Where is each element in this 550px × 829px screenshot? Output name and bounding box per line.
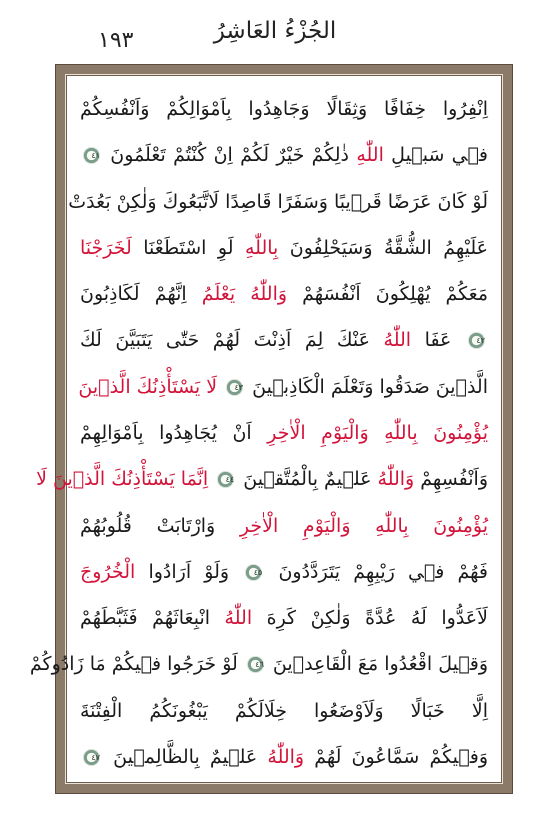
divine-name-text: وَاللّٰهُ يَعْلَمُ [201, 283, 288, 306]
verse-line [80, 558, 488, 586]
divine-name-text: لَخَرَجْنَا [80, 236, 132, 259]
divine-name-text: يُؤْمِنُونَ بِاللّٰهِ وَالْيَوْمِ الْاٰخِرِ [267, 421, 488, 444]
verse-line [80, 95, 488, 123]
verse-line [80, 141, 488, 169]
verse-text: عَل۪يمٌ بِالْمُتَّق۪ينَ [237, 468, 378, 491]
ayah-number-marker: ٤١ [83, 147, 100, 164]
divine-name-text: وَاللّٰهُ [267, 745, 305, 768]
ayah-number-marker: ٤٦ [247, 656, 264, 673]
verse-line [80, 743, 488, 771]
verse-text: فَهُمْ ف۪ي رَيْبِهِمْ يَتَرَدَّدُونَ [265, 560, 489, 583]
divine-name-text: الْخُرُوجَ [80, 560, 136, 583]
verse-line [80, 419, 488, 447]
quran-text-area [29, 74, 503, 784]
divine-name-text: اِنَّمَا يَسْتَأْذِنُكَ الَّذ۪ينَ لَا [36, 468, 215, 491]
page-number: ١٩٣ [98, 28, 134, 53]
verse-text: اِلَّا خَبَالًا وَلَاَوْضَعُوا خِلَالَكُمْ يَبْغُونَكُمُ الْفِتْنَةَ [80, 699, 488, 722]
verse-line [36, 465, 488, 493]
divine-name-text: اللّٰهُ [383, 329, 412, 352]
verse-text: عَلَيْهِمُ الشُّقَّةُ وَسَيَحْلِفُونَ [278, 236, 488, 259]
verse-line [80, 280, 488, 308]
verse-line [80, 512, 488, 540]
verse-text: اِنْفِرُوا خِفَافًا وَثِقَالًا وَجَاهِدُوا بِاَمْوَالِكُمْ وَاَنْفُسِكُمْ [80, 98, 488, 120]
divine-name-text: بِاللّٰهِ [244, 236, 279, 259]
verse-text: وَاَنْفُسِهِمْ [414, 468, 488, 491]
divine-name-text: لَا يَسْتَأْذِنُكَ الَّذ۪ينَ [78, 375, 224, 398]
verse-text: وَلَوْ اَرَادُوا [135, 560, 243, 583]
verse-text: لَوِ اسْتَطَعْنَا [131, 236, 245, 259]
verse-text: لَاَعَدُّوا لَهُ عُدَّةً وَلٰكِنْ كَرِهَ [252, 607, 488, 630]
verse-text: اَنْ يُجَاهِدُوا بِاَمْوَالِهِمْ [80, 421, 268, 444]
page-header [0, 0, 550, 62]
ayah-number-marker: ٤٢ [468, 332, 485, 349]
verse-text: عَل۪يمٌ بِالظَّالِم۪ينَ [103, 745, 268, 768]
verse-line [80, 234, 488, 262]
decorative-frame [29, 64, 513, 794]
verse-text: لَوْ خَرَجُوا ف۪يكُمْ مَا زَادُوكُمْ [29, 653, 244, 676]
verse-text: ف۪ي سَب۪يلِ [383, 144, 488, 167]
verse-text: وَف۪يكُمْ سَمَّاعُونَ لَهُمْ [304, 745, 489, 768]
verse-text: لَوْ كَانَ عَرَضًا قَر۪يبًا وَسَفَرًا قَاصِدًا لَاتَّبَعُوكَ وَلٰكِنْ بَعُدَتْ [68, 190, 488, 213]
divine-name-text: اللّٰهُ [224, 607, 253, 630]
ayah-number-marker: ٤٤ [217, 471, 234, 488]
verse-text: مَعَكُمْ يُهْلِكُونَ اَنْفُسَهُمْ [287, 283, 488, 306]
verse-text: انْبِعَاثَهُمْ فَثَبَّطَهُمْ [80, 607, 225, 630]
verse-text: وَارْتَابَتْ قُلُوبُهُمْ [80, 514, 240, 537]
verse-text: وَق۪يلَ اقْعُدُوا مَعَ الْقَاعِد۪ينَ [266, 653, 488, 676]
divine-name-text: يُؤْمِنُونَ بِاللّٰهِ وَالْيَوْمِ الْاٰخِرِ [239, 514, 488, 537]
verse-text: عَنْكَ لِمَ اَذِنْتَ لَهُمْ حَتّٰى يَتَبَيَّنَ لَكَ [80, 329, 384, 352]
juz-title: الجُزْءُ العَاشِرُ [213, 18, 337, 44]
ayah-number-marker: ٤٧ [83, 749, 100, 766]
divine-name-text: وَاللّٰهُ [377, 468, 415, 491]
verse-text: اِنَّهُمْ لَكَاذِبُونَ [80, 283, 202, 306]
verse-line [80, 373, 488, 401]
verse-text: ذٰلِكُمْ خَيْرٌ لَكُمْ اِنْ كُنْتُمْ تَعْلَمُونَ [103, 144, 357, 167]
ayah-number-marker: ٤٣ [226, 379, 243, 396]
verse-line [80, 697, 488, 725]
verse-line [80, 326, 488, 354]
verse-line [29, 650, 488, 678]
verse-line [80, 604, 488, 632]
ayah-number-marker: ٤٥ [245, 564, 262, 581]
divine-name-text: اللّٰهِ [356, 144, 384, 167]
verse-text: الَّذ۪ينَ صَدَقُوا وَتَعْلَمَ الْكَاذِب۪ينَ [246, 375, 488, 398]
verse-line [68, 188, 488, 216]
verse-text: عَفَا [411, 329, 465, 352]
